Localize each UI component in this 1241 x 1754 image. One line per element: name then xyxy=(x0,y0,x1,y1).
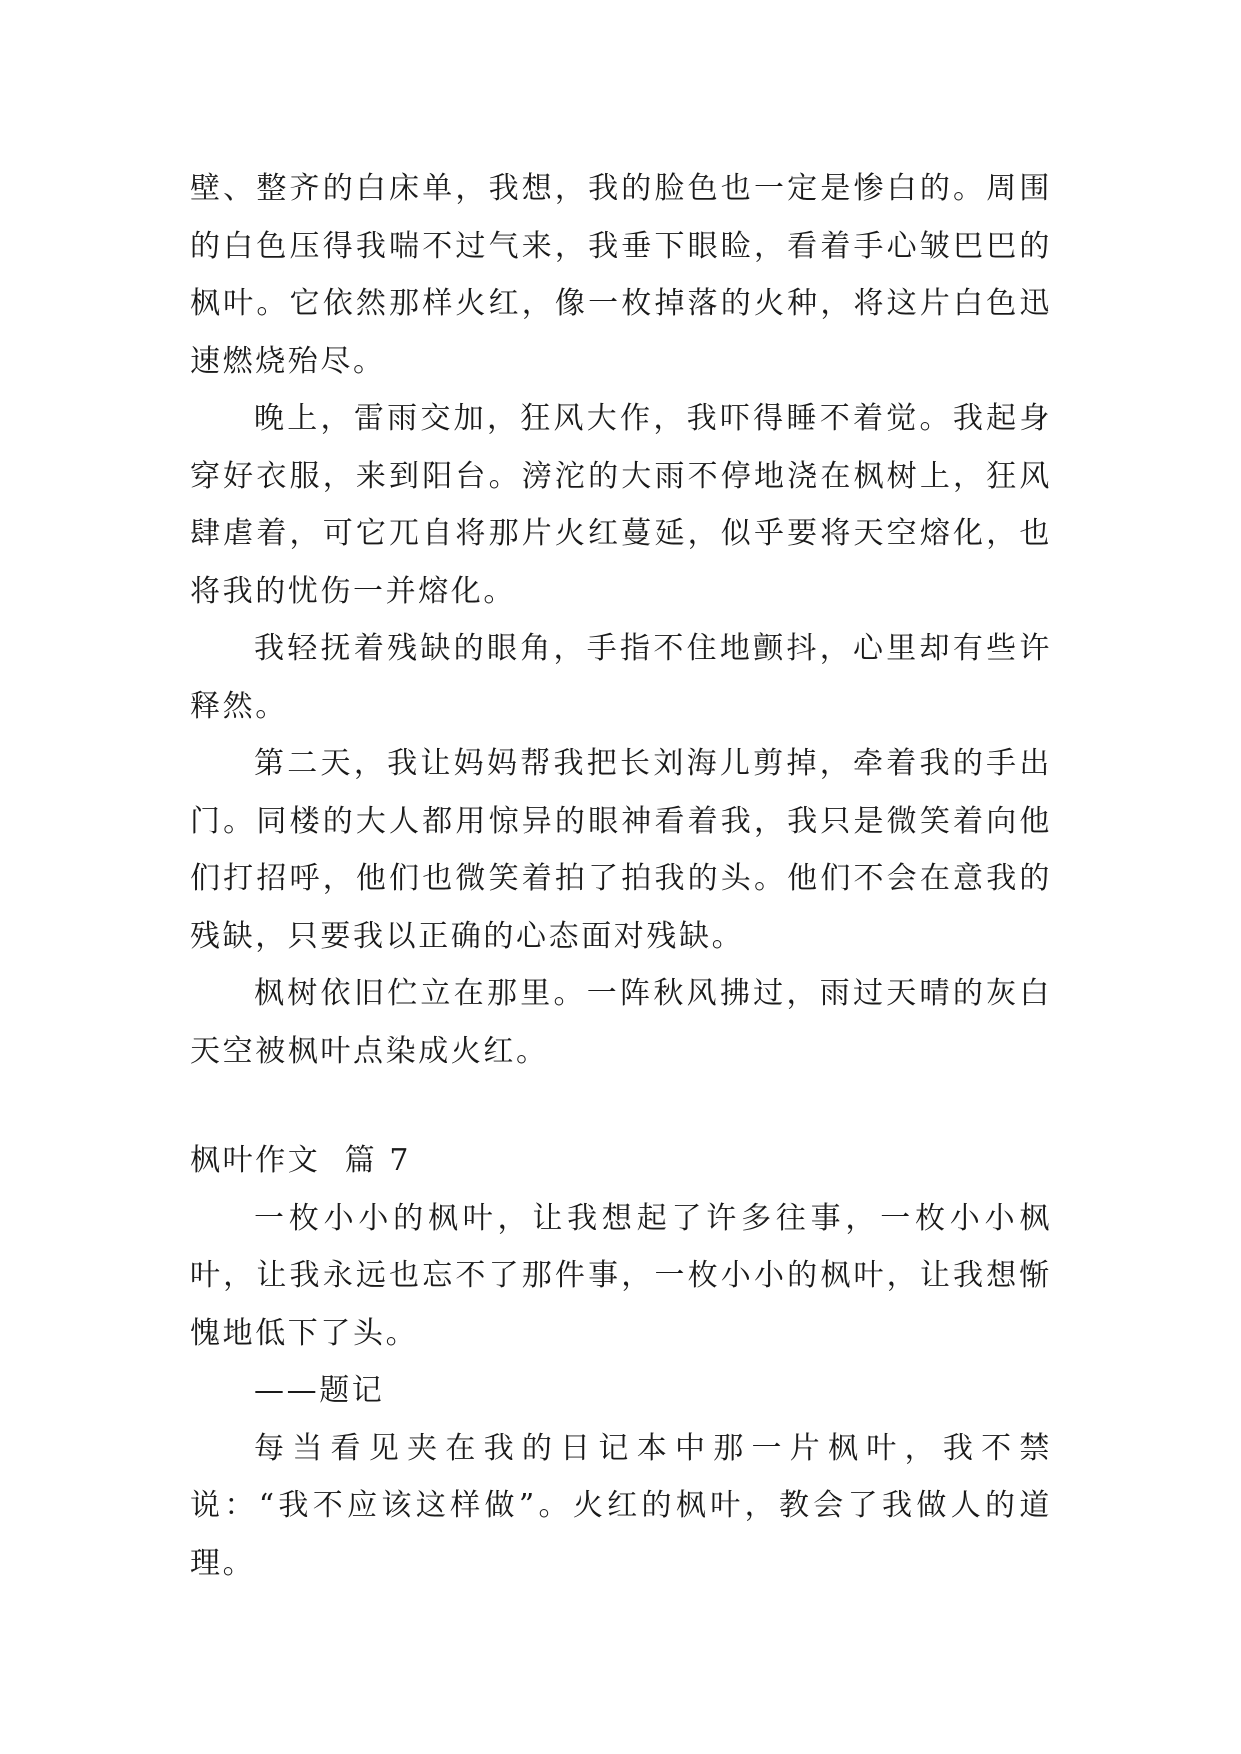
section-title: 枫叶作文 篇 7 xyxy=(190,1143,412,1178)
paragraph: 壁、整齐的白床单，我想，我的脸色也一定是惨白的。周围的白色压得我喘不过气来，我垂下眼睑，看着手心皱巴巴的枫叶。它依然那样火红，像一枚掉落的火种，将这片白色迅速燃烧殆尽。 xyxy=(190,171,1052,379)
paragraph: 晚上，雷雨交加，狂风大作，我吓得睡不着觉。我起身穿好衣服，来到阳台。滂沱的大雨不停地浇在枫树上，狂风肆虐着，可它兀自将那片火红蔓延，似乎要将天空熔化，也将我的忧伤一并熔化。 xyxy=(190,401,1052,609)
paragraph: 第二天，我让妈妈帮我把长刘海儿剪掉，牵着我的手出门。同楼的大人都用惊异的眼神看着我，我只是微笑着向他们打招呼，他们也微笑着拍了拍我的头。他们不会在意我的残缺，只要我以正确的心态面对残缺。 xyxy=(190,746,1052,954)
paragraph: 一枚小小的枫叶，让我想起了许多往事，一枚小小枫叶，让我永远也忘不了那件事，一枚小小的枫叶，让我想惭愧地低下了头。 xyxy=(190,1200,1052,1351)
paragraph: 枫树依旧伫立在那里。一阵秋风拂过，雨过天晴的灰白天空被枫叶点染成火红。 xyxy=(190,976,1052,1069)
paragraph: 我轻抚着残缺的眼角，手指不住地颤抖，心里却有些许释然。 xyxy=(190,631,1052,724)
paragraph: 每当看见夹在我的日记本中那一片枫叶，我不禁说：“我不应该这样做”。火红的枫叶，教会了我做人的道理。 xyxy=(190,1430,1052,1581)
document-page xyxy=(190,160,1052,1592)
epigraph-attribution: ——题记 xyxy=(254,1373,385,1408)
